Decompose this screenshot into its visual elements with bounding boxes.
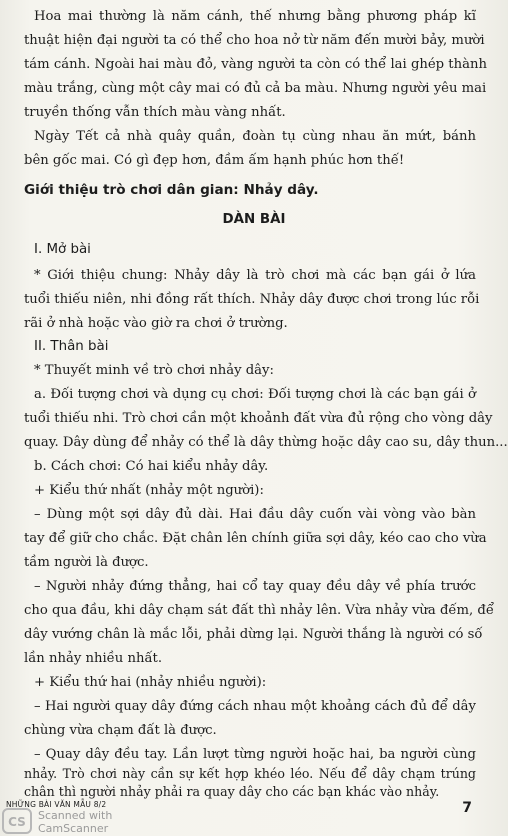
section-line: tầm người là được. [24,555,149,570]
section-line: tuổi thiếu niên, nhi đồng rất thích. Nhảy dây được chơi trong lúc rỗi [24,292,480,307]
svg-text:CS: CS [8,815,26,829]
section-line: b. Cách chơi: Có hai kiểu nhảy dây. [34,459,269,474]
page-number: 7 [462,800,472,816]
paragraph-line: truyền thống vẫn thích màu vàng nhất. [24,105,286,120]
paragraph-line: Ngày Tết cả nhà quây quần, đoàn tụ cùng nhau ăn mứt, bánh [34,129,476,144]
camscanner-watermark [38,809,112,835]
paragraph-line: thuật hiện đại người ta có thể cho hoa nở từ năm đến mười bảy, mười [24,33,485,48]
section-heading-mo-bai: I. Mở bài [34,242,91,257]
section-line: tuổi thiếu nhi. Trò chơi cần một khoảnh đất vừa đủ rộng cho vòng dây [24,411,493,426]
paragraph-line: Hoa mai thường là năm cánh, thế nhưng bằng phương pháp kĩ [34,9,476,24]
watermark-line-1: Scanned with [38,809,113,822]
section-line: * Giới thiệu chung: Nhảy dây là trò chơi mà các bạn gái ở lứa [34,268,476,283]
section-line: chùng vừa chạm đất là được. [24,723,217,738]
paragraph-line: bên gốc mai. Có gì đẹp hơn, đầm ấm hạnh phúc hơn thế! [24,153,405,168]
outline-title: DÀN BÀI [222,212,286,227]
section-line: tay để giữ cho chắc. Đặt chân lên chính giữa sợi dây, kéo cao cho vừa [24,531,487,546]
section-line: – Người nhảy đứng thẳng, hai cổ tay quay đều dây về phía trước [34,579,476,594]
paragraph-line: tám cánh. Ngoài hai màu đỏ, vàng người ta còn có thể lai ghép thành [24,57,487,72]
section-line: rãi ở nhà hoặc vào giờ ra chơi ở trường. [24,316,288,331]
watermark-line-2: CamScanner [38,822,109,835]
section-line: lần nhảy nhiều nhất. [24,651,163,666]
paragraph-line: màu trắng, cùng một cây mai có đủ cả ba màu. Nhưng người yêu mai [24,81,487,96]
section-line: + Kiểu thứ hai (nhảy nhiều người): [34,675,267,690]
section-line: – Dùng một sợi dây đủ dài. Hai đầu dây cuốn vài vòng vào bàn [34,507,476,522]
camscanner-logo-icon [2,808,32,834]
section-line: a. Đối tượng chơi và dụng cụ chơi: Đối tượng chơi là các bạn gái ở [34,387,476,402]
section-line: quay. Dây dùng để nhảy có thể là dây thừng hoặc dây cao su, dây thun... [24,435,508,450]
section-line: dây vướng chân là mắc lỗi, phải dừng lại. Người thắng là người có số [24,627,483,642]
section-line: cho qua đầu, khi dây chạm sát đất thì nhảy lên. Vừa nhảy vừa đếm, để [24,603,494,618]
section-line: nhảy. Trò chơi này cần sự kết hợp khéo léo. Nếu để dây chạm trúng [24,766,476,781]
section-line: – Hai người quay dây đứng cách nhau một khoảng cách đủ để dây [34,699,476,714]
section-heading-than-bai: II. Thân bài [34,339,109,354]
topic-heading: Giới thiệu trò chơi dân gian: Nhảy dây. [24,182,319,198]
book-title-footer: NHỮNG BÀI VĂN MẪU 8/2 [6,800,107,809]
section-line: + Kiểu thứ nhất (nhảy một người): [34,483,264,498]
section-line: * Thuyết minh về trò chơi nhảy dây: [34,363,274,378]
section-line: chân thì người nhảy phải ra quay dây cho các bạn khác vào nhảy. [24,784,440,799]
section-line: – Quay dây đều tay. Lần lượt từng người hoặc hai, ba người cùng [34,747,476,762]
